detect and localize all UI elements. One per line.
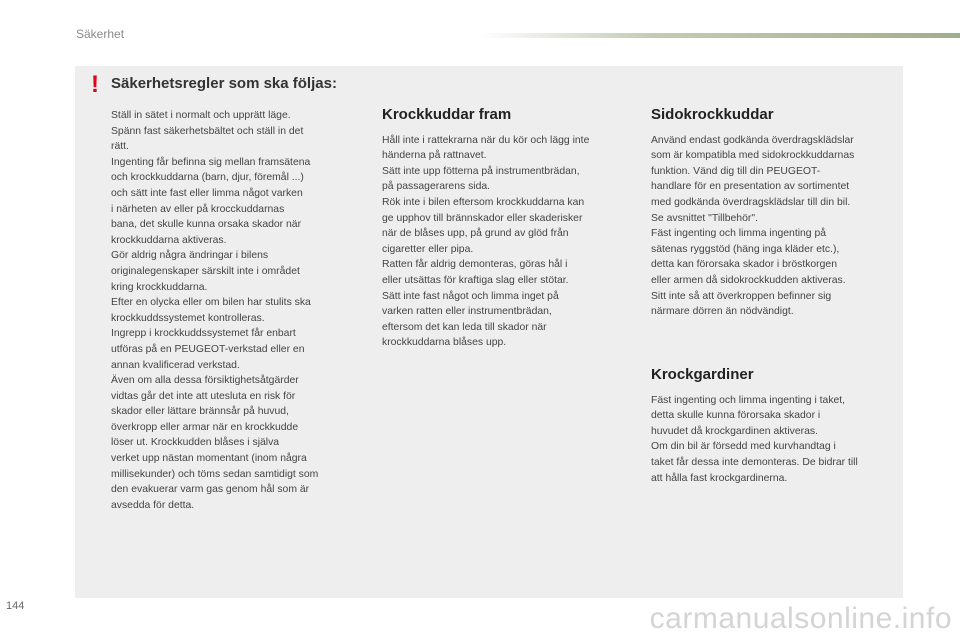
side-airbags-section (651, 107, 901, 320)
front-airbags-heading: Krockkuddar fram (382, 106, 512, 123)
safety-rules-text: Ställ in sätet i normalt och upprätt läge. Spänn fast säkerhetsbältet och ställ in det rätt. Ingenting får befinna sig mellan framsätena och krockkuddarna (barn, djur, föremål ...) och sätt inte fast eller limma något varken i närheten av eller på krocckuddarnas bana, det skulle kunna orsaka skador när krockkuddarna aktiveras. Gör aldrig några ändringar i bilens originalegenskaper särskilt inte i området kring krockkuddarna. Efter en olycka eller om bilen har stulits ska krockkuddssystemet kontrolleras. Ingrepp i krockkuddssystemet får enbart utföras på en PEUGEOT-verkstad eller en annan kvalificerad verkstad. Även om alla dessa försiktighetsåtgärder vidtas går det inte att utesluta en risk för skador eller lättare brännsår på huvud, överkropp eller armar när en krockkudde löser ut. Krockkudden blåses i själva verket upp nästan momentant (inom några millisekunder) och töms sedan samtidigt som den evakuerar varm gas genom hål som är avsedda för detta. (111, 110, 319, 511)
safety-rules-column (111, 108, 361, 513)
side-airbags-heading: Sidokrockkuddar (651, 106, 774, 123)
exclamation-icon: ! (91, 71, 99, 98)
header-divider (480, 33, 960, 38)
safety-rules-title: Säkerhetsregler som ska följas: (111, 75, 337, 92)
front-airbags-text: Håll inte i rattekrarna när du kör och lägg inte händerna på rattnavet. Sätt inte upp fötterna på instrumentbrädan, på passagerarens sida. Rök inte i bilen eftersom krockkuddarna kan ge upphov till brännskador eller skaderisker när de blåses upp, på grund av glöd från cigaretter eller pipa. Ratten får aldrig demonteras, göras hål i eller utsättas för kraftiga slag eller stötar. Sätt inte fast något och limma inget på varken ratten eller instrumentbrädan, eftersom det kan leda till skador när krockkuddarna blåses upp. (382, 134, 590, 349)
curtain-airbags-heading: Krockgardiner (651, 366, 754, 383)
chapter-title: Säkerhet (76, 27, 125, 41)
curtain-airbags-section (651, 367, 901, 486)
side-airbags-text: Använd endast godkända överdragsklädslar som är kompatibla med sidokrockkuddarnas funktion. Vänd dig till din PEUGEOT- handlare för en presentation av sortimentet med godkända överdragsklädslar till din bil. Se avsnittet "Tillbehör". Fäst ingenting och limma ingenting på sätenas ryggstöd (häng inga kläder etc.), detta kan förorsaka skador i bröstkorgen eller armen då sidokrockkudden aktiveras. Sitt inte så att överkroppen befinner sig närmare dörren än nödvändigt. (651, 134, 855, 318)
curtain-airbags-text: Fäst ingenting och limma ingenting i taket, detta skulle kunna förorsaka skador i huvudet då krockgardinen aktiveras. Om din bil är försedd med kurvhandtag i taket får dessa inte demonteras. De bidrar till att hålla fast krockgardinerna. (651, 394, 858, 484)
watermark: carmanualsonline.info (649, 602, 952, 635)
page-number: 144 (6, 600, 25, 612)
front-airbags-section (382, 107, 632, 351)
